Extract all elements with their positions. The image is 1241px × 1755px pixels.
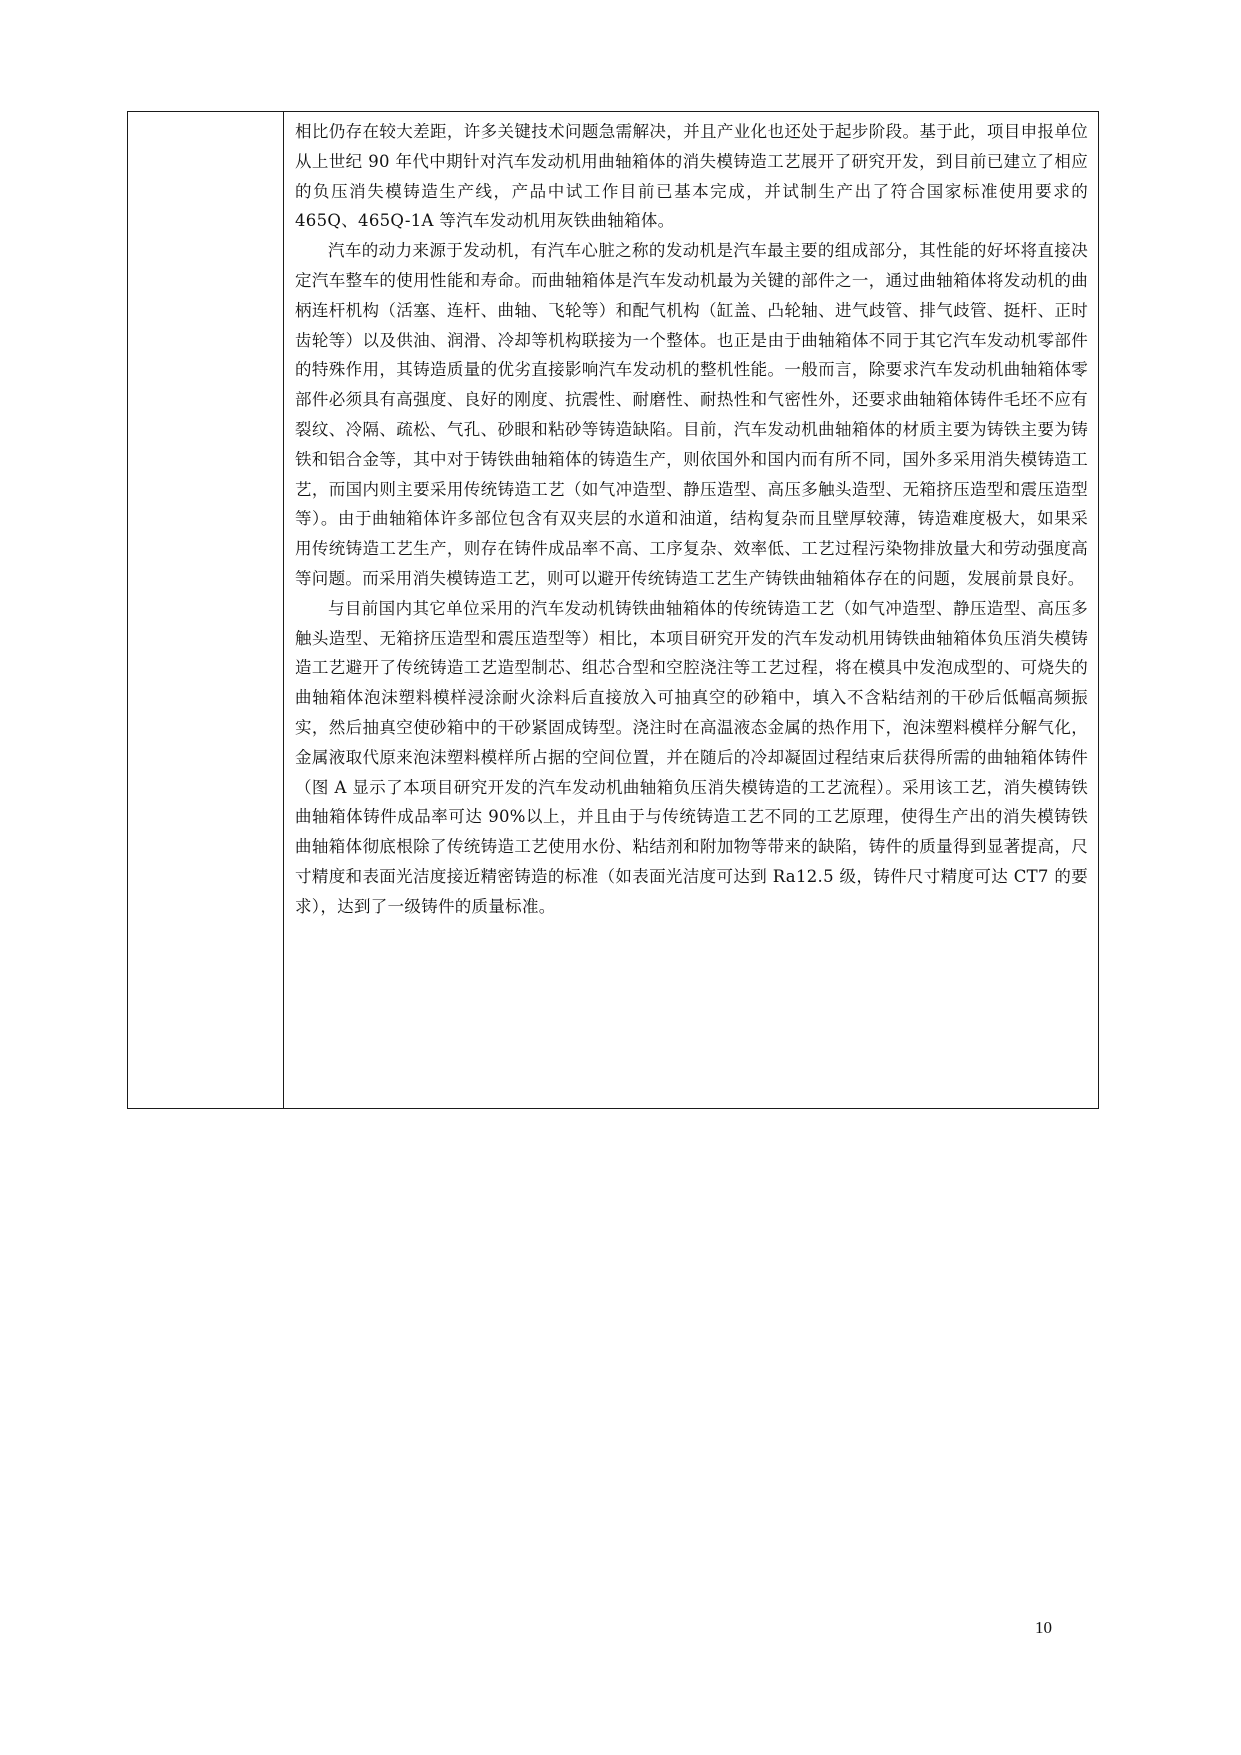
paragraph-continuation: 相比仍存在较大差距，许多关键技术问题急需解决，并且产业化也还处于起步阶段。基于此，项目申报单位从上世纪 90 年代中期针对汽车发动机用曲轴箱体的消失模铸造工艺展开了研究开发，到目前已建立了相应的负压消失模铸造生产线，产品中试工作目前已基本完成，并试制生产出了符合国家标准使用要求的 465Q、465Q-1A 等汽车发动机用灰铁曲轴箱体。 bbox=[295, 122, 1088, 231]
table-content-cell bbox=[284, 112, 1098, 1108]
page-number: 10 bbox=[1035, 1618, 1052, 1637]
content-table bbox=[127, 111, 1099, 1109]
paragraph-engine-importance: 汽车的动力来源于发动机，有汽车心脏之称的发动机是汽车最主要的组成部分，其性能的好坏将直接决定汽车整车的使用性能和寿命。而曲轴箱体是汽车发动机最为关键的部件之一，通过曲轴箱体将发动机的曲柄连杆机构（活塞、连杆、曲轴、飞轮等）和配气机构（缸盖、凸轮轴、进气歧管、排气歧管、挺杆、正时齿轮等）以及供油、润滑、冷却等机构联接为一个整体。也正是由于曲轴箱体不同于其它汽车发动机零部件的特殊作用，其铸造质量的优劣直接影响汽车发动机的整机性能。一般而言，除要求汽车发动机曲轴箱体零部件必须具有高强度、良好的刚度、抗震性、耐磨性、耐热性和气密性外，还要求曲轴箱体铸件毛坯不应有裂纹、冷隔、疏松、气孔、砂眼和粘砂等铸造缺陷。目前，汽车发动机曲轴箱体的材质主要为铸铁主要为铸铁和铝合金等，其中对于铸铁曲轴箱体的铸造生产，则依国外和国内而有所不同，国外多采用消失模铸造工艺，而国内则主要采用传统铸造工艺（如气冲造型、静压造型、高压多触头造型、无箱挤压造型和震压造型等）。由于曲轴箱体许多部位包含有双夹层的水道和油道，结构复杂而且壁厚较薄，铸造难度极大，如果采用传统铸造工艺生产，则存在铸件成品率不高、工序复杂、效率低、工艺过程污染物排放量大和劳动强度高等问题。而采用消失模铸造工艺，则可以避开传统铸造工艺生产铸铁曲轴箱体存在的问题，发展前景良好。 bbox=[295, 241, 1088, 588]
paragraph-process-comparison: 与目前国内其它单位采用的汽车发动机铸铁曲轴箱体的传统铸造工艺（如气冲造型、静压造型、高压多触头造型、无箱挤压造型和震压造型等）相比，本项目研究开发的汽车发动机用铸铁曲轴箱体负压消失模铸造工艺避开了传统铸造工艺造型制芯、组芯合型和空腔浇注等工艺过程，将在模具中发泡成型的、可烧失的曲轴箱体泡沫塑料模样浸涂耐火涂料后直接放入可抽真空的砂箱中，填入不含粘结剂的干砂后低幅高频振实，然后抽真空使砂箱中的干砂紧固成铸型。浇注时在高温液态金属的热作用下，泡沫塑料模样分解气化，金属液取代原来泡沫塑料模样所占据的空间位置，并在随后的冷却凝固过程结束后获得所需的曲轴箱体铸件（图 A 显示了本项目研究开发的汽车发动机曲轴箱负压消失模铸造的工艺流程）。采用该工艺，消失模铸铁曲轴箱体铸件成品率可达 90%以上，并且由于与传统铸造工艺不同的工艺原理，使得生产出的消失模铸铁曲轴箱体彻底根除了传统铸造工艺使用水份、粘结剂和附加物等带来的缺陷，铸件的质量得到显著提高，尺寸精度和表面光洁度接近精密铸造的标准（如表面光洁度可达到 Ra12.5 级，铸件尺寸精度可达 CT7 的要求），达到了一级铸件的质量标准。 bbox=[295, 598, 1088, 916]
table-label-cell bbox=[128, 112, 284, 1108]
